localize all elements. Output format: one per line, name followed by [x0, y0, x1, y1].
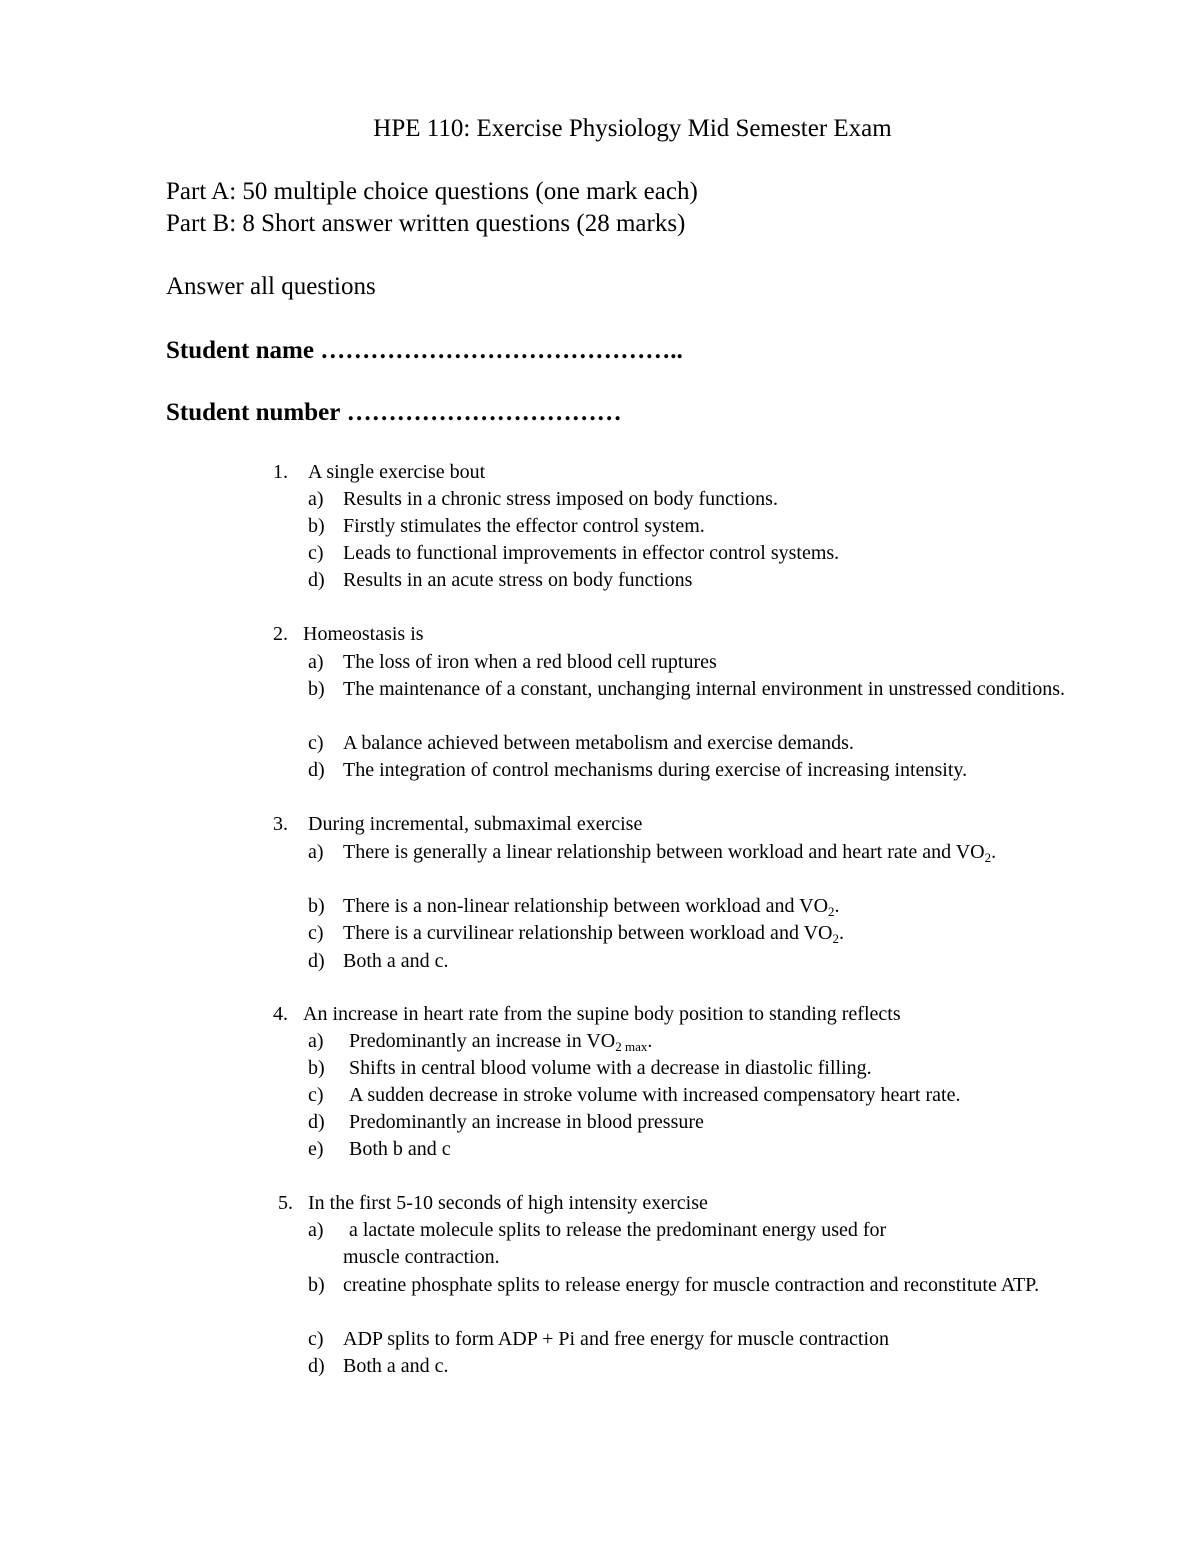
- question-number: 3.: [273, 813, 288, 835]
- option-text: VO: [955, 841, 985, 863]
- option-d: Predominantly an increase in blood pressure: [349, 1111, 704, 1133]
- option-text: There is a non-linear relationship between workload and VO: [343, 895, 829, 917]
- option-letter: e): [308, 1138, 324, 1160]
- option-letter: d): [308, 569, 325, 591]
- option-letter: a): [308, 651, 324, 673]
- option-text: Predominantly an increase in VO: [349, 1030, 616, 1052]
- option-text: There is a curvilinear relationship between workload and VO: [343, 922, 833, 944]
- option-letter: c): [308, 1328, 324, 1350]
- option-text: .: [647, 1030, 653, 1052]
- option-c: A sudden decrease in stroke volume with increased compensatory heart rate.: [349, 1084, 961, 1106]
- option-b: Shifts in central blood volume with a decrease in diastolic filling.: [349, 1057, 872, 1079]
- student-number-field[interactable]: ……………………………: [346, 399, 622, 426]
- option-letter: d): [308, 1111, 325, 1133]
- part-a-description: Part A: 50 multiple choice questions (one mark each): [166, 178, 698, 205]
- option-c: ADP splits to form ADP + Pi and free energy for muscle contraction: [343, 1328, 889, 1350]
- student-number-label: Student number: [166, 399, 341, 426]
- option-a-line-1: a lactate molecule splits to release the predominant energy used for: [349, 1219, 887, 1241]
- option-d: Results in an acute stress on body functions: [343, 569, 693, 591]
- option-letter: c): [308, 922, 324, 944]
- option-letter: a): [308, 1030, 324, 1052]
- option-c: A balance achieved between metabolism and exercise demands.: [343, 732, 854, 754]
- option-letter: b): [308, 1057, 325, 1079]
- option-letter: c): [308, 732, 324, 754]
- option-letter: a): [308, 1219, 324, 1241]
- option-text: .: [834, 895, 840, 917]
- option-b: Firstly stimulates the effector control system.: [343, 515, 705, 537]
- option-letter: a): [308, 488, 324, 510]
- question-stem: Homeostasis is: [303, 623, 424, 645]
- option-e: Both b and c: [349, 1138, 451, 1160]
- option-c: Leads to functional improvements in effector control systems.: [343, 542, 840, 564]
- subscript: 2 max: [615, 1039, 648, 1054]
- option-letter: a): [308, 841, 324, 863]
- option-letter: b): [308, 1274, 325, 1296]
- subscript: 2: [828, 904, 835, 919]
- option-a: [349, 1028, 1094, 1055]
- option-a: Results in a chronic stress imposed on body functions.: [343, 488, 778, 510]
- part-b-description: Part B: 8 Short answer written questions (28 marks): [166, 210, 686, 237]
- question-number: 5.: [278, 1192, 293, 1214]
- question-number: 2.: [273, 623, 288, 645]
- instruction-text: Answer all questions: [166, 273, 376, 300]
- option-d: Both a and c.: [343, 950, 449, 972]
- page-title: HPE 110: Exercise Physiology Mid Semester Exam: [373, 115, 892, 142]
- question-stem: An increase in heart rate from the supine body position to standing reflects: [303, 1003, 901, 1025]
- option-letter: d): [308, 759, 325, 781]
- student-name-line: [166, 334, 683, 368]
- option-letter: b): [308, 515, 325, 537]
- option-letter: d): [308, 1355, 325, 1377]
- student-name-label: Student name: [166, 337, 314, 364]
- question-number: 4.: [273, 1003, 288, 1025]
- option-letter: b): [308, 895, 325, 917]
- subscript: 2: [984, 850, 992, 865]
- option-letter: c): [308, 1084, 324, 1106]
- option-a: [343, 839, 1088, 866]
- option-letter: c): [308, 542, 324, 564]
- option-d: The integration of control mechanisms during exercise of increasing intensity.: [343, 759, 968, 781]
- question-stem: A single exercise bout: [308, 461, 486, 483]
- option-text: .: [838, 922, 844, 944]
- option-text: .: [991, 841, 997, 863]
- question-stem: During incremental, submaximal exercise: [308, 813, 643, 835]
- subscript: 2: [832, 931, 839, 946]
- question-number: 1.: [273, 461, 288, 483]
- option-text: There is generally a linear relationship between workload and heart rate and: [343, 841, 952, 863]
- option-b: creatine phosphate splits to release energy for muscle contraction and reconstitute ATP.: [343, 1274, 1040, 1296]
- option-letter: b): [308, 678, 325, 700]
- option-c: [343, 920, 1088, 947]
- option-a-line-2: muscle contraction.: [343, 1246, 500, 1268]
- option-letter: d): [308, 950, 325, 972]
- option-b: [343, 893, 1088, 920]
- option-b: The maintenance of a constant, unchanging internal environment in unstressed conditions.: [343, 678, 1066, 700]
- option-a: The loss of iron when a red blood cell ruptures: [343, 651, 717, 673]
- option-d: Both a and c.: [343, 1355, 449, 1377]
- student-number-line: [166, 396, 622, 430]
- student-name-field[interactable]: ……………………………………..: [320, 337, 683, 364]
- question-stem: In the first 5-10 seconds of high intensity exercise: [308, 1192, 708, 1214]
